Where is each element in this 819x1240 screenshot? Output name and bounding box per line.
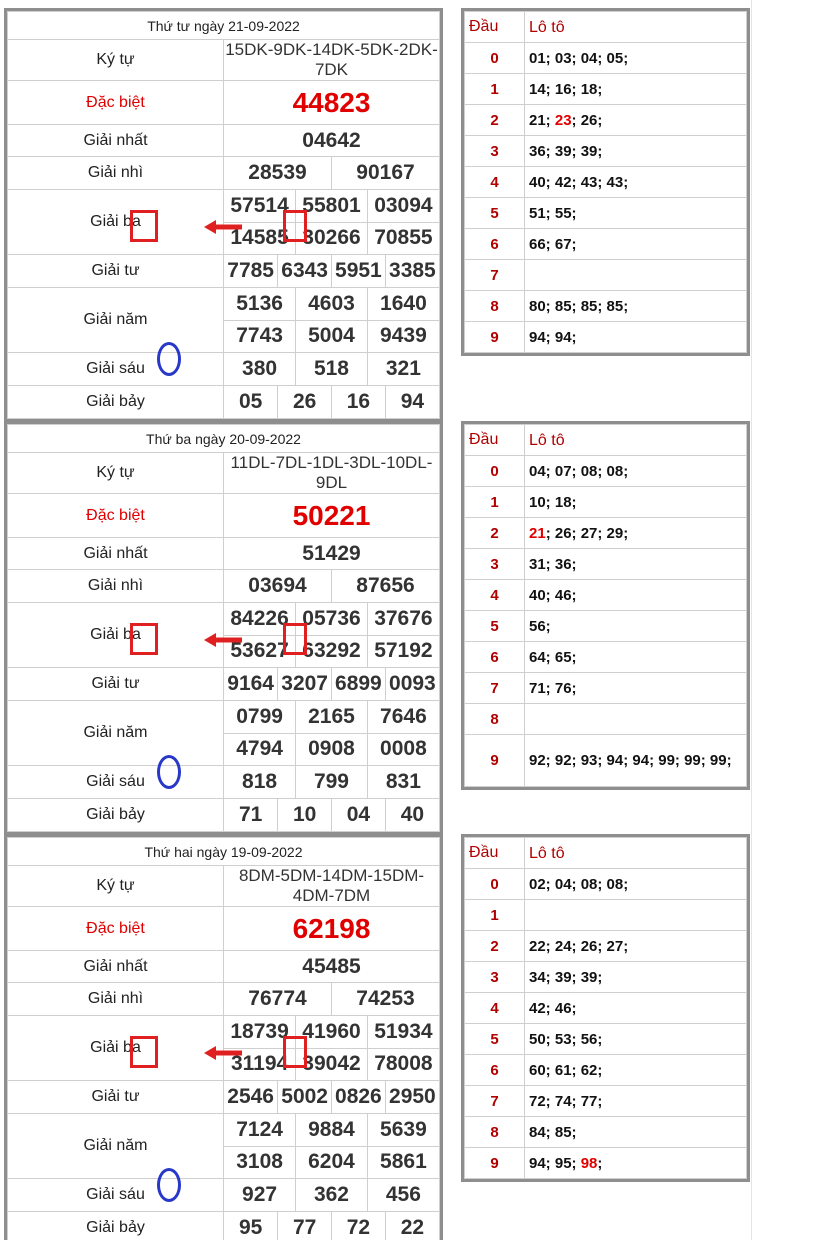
prize-number: 2546 — [227, 1085, 274, 1108]
loto-dau: 3 — [465, 549, 525, 580]
loto-values — [525, 931, 747, 962]
label-giai-sau: Giải sáu — [8, 1179, 224, 1212]
prize-number: 22 — [385, 1212, 439, 1240]
label-giai-bay: Giải bảy — [8, 1212, 224, 1240]
loto-values — [525, 704, 747, 735]
loto-values — [525, 74, 747, 105]
loto-header-loto: Lô tô — [525, 425, 747, 456]
loto-row — [465, 229, 747, 260]
loto-dau: 5 — [465, 198, 525, 229]
loto-dau: 1 — [465, 487, 525, 518]
prize-number: 78008 — [367, 1048, 439, 1080]
label-giai-nhat: Giải nhất — [8, 125, 224, 157]
prize-number: 2950 — [385, 1081, 439, 1113]
prize-number: 4603 — [296, 288, 368, 320]
loto-values — [525, 735, 747, 787]
loto-row — [465, 322, 747, 353]
label-giai-tu: Giải tư — [8, 1081, 224, 1114]
prize-number: 2165 — [296, 701, 368, 733]
prize-number: 14585 — [224, 222, 296, 254]
first-prize: 45485 — [224, 951, 440, 983]
loto-highlight: 21 — [529, 524, 546, 542]
fifth-prize — [224, 701, 440, 766]
loto-value: 72; 74; 77; — [529, 1092, 603, 1110]
label-giai-nhi: Giải nhì — [8, 570, 224, 603]
loto-dau: 7 — [465, 260, 525, 291]
prize-number: 5639 — [367, 1114, 439, 1146]
first-prize: 51429 — [224, 538, 440, 570]
prize-number: 927 — [242, 1183, 278, 1206]
loto-value: 14; 16; 18; — [529, 80, 603, 98]
prize-number: 16 — [332, 386, 386, 418]
loto-row — [465, 291, 747, 322]
loto-values — [525, 1055, 747, 1086]
prize-number: 3108 — [224, 1146, 296, 1178]
label-giai-nhat: Giải nhất — [8, 538, 224, 570]
prize-number: 380 — [242, 357, 278, 380]
loto-value: 40; 46; — [529, 586, 577, 604]
loto-dau: 4 — [465, 993, 525, 1024]
highlight-box — [283, 623, 307, 655]
prize-number: 87656 — [332, 570, 440, 602]
prize-number: 518 — [296, 353, 368, 385]
loto-header-loto: Lô tô — [525, 838, 747, 869]
loto-value: 34; 39; 39; — [529, 968, 603, 986]
loto-dau: 8 — [465, 1117, 525, 1148]
special-prize: 44823 — [224, 81, 440, 125]
second-prize — [224, 157, 440, 190]
loto-dau: 0 — [465, 456, 525, 487]
prize-number: 63292 — [296, 635, 368, 667]
prize-number: 94 — [385, 386, 439, 418]
loto-header-loto: Lô tô — [525, 12, 747, 43]
loto-dau: 0 — [465, 869, 525, 900]
loto-row — [465, 456, 747, 487]
loto-value: 01; 03; 04; 05; — [529, 49, 629, 67]
fourth-prize — [224, 1081, 440, 1114]
prize-number: 70855 — [367, 222, 439, 254]
prize-number: 3207 — [278, 668, 332, 700]
loto-row — [465, 580, 747, 611]
loto-value: ; — [597, 1154, 603, 1172]
loto-value: ; 26; 27; 29; — [545, 524, 629, 542]
prize-number: 03694 — [248, 574, 307, 597]
prize-number: 18739 — [230, 1019, 289, 1043]
first-prize: 04642 — [224, 125, 440, 157]
prize-number: 321 — [367, 353, 439, 385]
loto-row — [465, 993, 747, 1024]
draw-code: 15DK-9DK-14DK-5DK-2DK-7DK — [225, 40, 438, 79]
loto-dau: 0 — [465, 43, 525, 74]
label-ky-tu: Ký tự — [8, 866, 224, 907]
loto-header-dau: Đầu — [465, 12, 525, 43]
label-giai-nam: Giải năm — [8, 288, 224, 353]
loto-value: 64; 65; — [529, 648, 577, 666]
loto-dau: 1 — [465, 900, 525, 931]
prize-number: 26 — [278, 386, 332, 418]
prize-number: 04 — [332, 799, 386, 831]
second-prize — [224, 983, 440, 1016]
prize-number: 831 — [367, 766, 439, 798]
sixth-prize — [224, 1179, 440, 1212]
prize-number: 5002 — [278, 1081, 332, 1113]
loto-row — [465, 136, 747, 167]
loto-values — [525, 1024, 747, 1055]
label-giai-nhi: Giải nhì — [8, 983, 224, 1016]
prize-number: 6343 — [278, 255, 332, 287]
loto-value: 04; 07; 08; 08; — [529, 462, 629, 480]
prize-number: 5861 — [367, 1146, 439, 1178]
loto-value: 51; 55; — [529, 204, 577, 222]
arrow-left-icon — [202, 630, 244, 650]
draw-date: Thứ hai ngày 19-09-2022 — [8, 838, 440, 866]
loto-dau: 6 — [465, 229, 525, 260]
prize-number: 05 — [238, 390, 263, 413]
draw-code: 11DL-7DL-1DL-3DL-10DL-9DL — [224, 453, 440, 494]
prize-number: 53627 — [224, 635, 296, 667]
special-prize: 62198 — [224, 907, 440, 951]
loto-table — [461, 834, 750, 1182]
seventh-prize — [224, 386, 440, 419]
loto-highlight: 23 — [554, 111, 572, 129]
loto-row — [465, 900, 747, 931]
results-table — [4, 834, 443, 1240]
special-prize: 50221 — [224, 494, 440, 538]
label-giai-nhat: Giải nhất — [8, 951, 224, 983]
loto-table — [461, 8, 750, 356]
label-giai-tu: Giải tư — [8, 668, 224, 701]
loto-value: 60; 61; 62; — [529, 1061, 603, 1079]
highlight-box — [130, 1036, 158, 1068]
loto-value: 71; 76; — [529, 679, 577, 697]
highlight-box — [283, 210, 307, 242]
loto-row — [465, 869, 747, 900]
loto-row — [465, 260, 747, 291]
loto-values — [525, 518, 747, 549]
prize-number: 5004 — [296, 320, 368, 352]
loto-header-dau: Đầu — [465, 838, 525, 869]
loto-value: 22; 24; 26; 27; — [529, 937, 629, 955]
arrow-left-icon — [202, 217, 244, 237]
prize-number: 95 — [238, 1216, 263, 1239]
prize-number: 9439 — [367, 320, 439, 352]
prize-number: 31194 — [224, 1048, 296, 1080]
prize-number: 41960 — [296, 1016, 368, 1048]
loto-value: 84; 85; — [529, 1123, 577, 1141]
loto-values — [525, 869, 747, 900]
loto-dau: 7 — [465, 1086, 525, 1117]
loto-values — [525, 962, 747, 993]
label-giai-ba: Giải ba — [8, 603, 224, 668]
loto-dau: 6 — [465, 642, 525, 673]
prize-number: 37676 — [367, 603, 439, 635]
loto-values — [525, 105, 747, 136]
loto-dau: 2 — [465, 931, 525, 962]
loto-values — [525, 487, 747, 518]
loto-value: 50; 53; 56; — [529, 1030, 603, 1048]
third-prize — [224, 1016, 440, 1081]
loto-row — [465, 931, 747, 962]
prize-number: 362 — [296, 1179, 368, 1211]
loto-row — [465, 735, 747, 787]
loto-dau: 9 — [465, 322, 525, 353]
prize-number: 7646 — [367, 701, 439, 733]
results-table — [4, 421, 443, 835]
loto-row — [465, 962, 747, 993]
label-giai-sau: Giải sáu — [8, 353, 224, 386]
loto-value: 42; 46; — [529, 999, 577, 1017]
loto-dau: 4 — [465, 167, 525, 198]
third-prize — [224, 603, 440, 668]
label-dac-biet: Đặc biệt — [8, 907, 224, 951]
loto-row — [465, 198, 747, 229]
loto-value: 66; 67; — [529, 235, 577, 253]
loto-row — [465, 167, 747, 198]
prize-number: 05736 — [296, 603, 368, 635]
prize-number: 0093 — [385, 668, 439, 700]
loto-dau: 3 — [465, 136, 525, 167]
prize-number: 03094 — [367, 190, 439, 222]
loto-highlight: 98 — [580, 1154, 598, 1172]
loto-dau: 9 — [465, 1148, 525, 1179]
prize-number: 90167 — [332, 157, 440, 189]
loto-table — [461, 421, 750, 790]
prize-number: 30266 — [296, 222, 368, 254]
prize-number: 0908 — [296, 733, 368, 765]
loto-values — [525, 1117, 747, 1148]
loto-row — [465, 611, 747, 642]
loto-value: 92; 92; 93; 94; 94; 99; 99; 99; — [529, 752, 732, 769]
prize-number: 7124 — [236, 1117, 283, 1141]
prize-number: 9884 — [296, 1114, 368, 1146]
prize-number: 818 — [242, 770, 278, 793]
loto-row — [465, 74, 747, 105]
fourth-prize — [224, 255, 440, 288]
label-ky-tu: Ký tự — [8, 453, 224, 494]
loto-value: 56; — [529, 617, 551, 635]
loto-row — [465, 673, 747, 704]
loto-value: 80; 85; 85; 85; — [529, 297, 629, 315]
second-prize — [224, 570, 440, 603]
loto-dau: 8 — [465, 291, 525, 322]
loto-values — [525, 673, 747, 704]
loto-row — [465, 704, 747, 735]
loto-value: 94; 94; — [529, 328, 577, 346]
loto-row — [465, 1148, 747, 1179]
loto-values — [525, 198, 747, 229]
loto-row — [465, 1117, 747, 1148]
highlight-box — [130, 623, 158, 655]
loto-value: 10; 18; — [529, 493, 577, 511]
loto-values — [525, 1086, 747, 1117]
highlight-circle — [157, 342, 181, 376]
loto-values — [525, 900, 747, 931]
prize-number: 0799 — [236, 704, 283, 728]
seventh-prize — [224, 1212, 440, 1240]
label-dac-biet: Đặc biệt — [8, 494, 224, 538]
loto-dau: 4 — [465, 580, 525, 611]
loto-value: 94; 95; — [529, 1154, 581, 1172]
loto-value: ; 26; — [571, 111, 603, 129]
loto-values — [525, 260, 747, 291]
loto-row — [465, 518, 747, 549]
label-dac-biet: Đặc biệt — [8, 81, 224, 125]
highlight-circle — [157, 1168, 181, 1202]
loto-dau: 3 — [465, 962, 525, 993]
fifth-prize — [224, 288, 440, 353]
draw-date: Thứ ba ngày 20-09-2022 — [8, 425, 440, 453]
label-giai-ba: Giải ba — [8, 1016, 224, 1081]
prize-number: 5136 — [236, 291, 283, 315]
loto-dau: 7 — [465, 673, 525, 704]
prize-number: 3385 — [385, 255, 439, 287]
loto-row — [465, 1086, 747, 1117]
loto-values — [525, 1148, 747, 1179]
prize-number: 456 — [367, 1179, 439, 1211]
prize-number: 72 — [332, 1212, 386, 1240]
fifth-prize — [224, 1114, 440, 1179]
loto-row — [465, 1024, 747, 1055]
prize-number: 39042 — [296, 1048, 368, 1080]
loto-values — [525, 167, 747, 198]
prize-number: 6204 — [296, 1146, 368, 1178]
page-divider — [751, 0, 752, 1240]
prize-number: 799 — [296, 766, 368, 798]
loto-values — [525, 291, 747, 322]
prize-number: 51934 — [367, 1016, 439, 1048]
loto-dau: 2 — [465, 518, 525, 549]
prize-number: 1640 — [367, 288, 439, 320]
prize-number: 40 — [385, 799, 439, 831]
loto-dau: 1 — [465, 74, 525, 105]
fourth-prize — [224, 668, 440, 701]
loto-values — [525, 136, 747, 167]
prize-number: 57514 — [230, 193, 289, 217]
prize-number: 0008 — [367, 733, 439, 765]
prize-number: 0826 — [332, 1081, 386, 1113]
loto-values — [525, 611, 747, 642]
prize-number: 9164 — [227, 672, 274, 695]
prize-number: 6899 — [332, 668, 386, 700]
loto-dau: 9 — [465, 735, 525, 787]
prize-number: 76774 — [248, 987, 307, 1010]
prize-number: 4794 — [224, 733, 296, 765]
loto-value: 36; 39; 39; — [529, 142, 603, 160]
draw-date: Thứ tư ngày 21-09-2022 — [8, 12, 440, 40]
highlight-box — [283, 1036, 307, 1068]
loto-row — [465, 487, 747, 518]
loto-row — [465, 1055, 747, 1086]
label-giai-sau: Giải sáu — [8, 766, 224, 799]
loto-values — [525, 43, 747, 74]
loto-row — [465, 642, 747, 673]
loto-values — [525, 642, 747, 673]
highlight-circle — [157, 755, 181, 789]
prize-number: 55801 — [296, 190, 368, 222]
prize-number: 10 — [278, 799, 332, 831]
prize-number: 84226 — [230, 606, 289, 630]
loto-dau: 5 — [465, 1024, 525, 1055]
label-giai-nam: Giải năm — [8, 1114, 224, 1179]
highlight-box — [130, 210, 158, 242]
loto-dau: 6 — [465, 1055, 525, 1086]
draw-code: 8DM-5DM-14DM-15DM-4DM-7DM — [224, 866, 440, 907]
loto-values — [525, 456, 747, 487]
loto-value: 21; — [529, 111, 555, 129]
seventh-prize — [224, 799, 440, 832]
loto-dau: 5 — [465, 611, 525, 642]
label-giai-ba: Giải ba — [8, 190, 224, 255]
loto-value: 31; 36; — [529, 555, 577, 573]
prize-number: 7785 — [227, 259, 274, 282]
loto-row — [465, 43, 747, 74]
loto-header-dau: Đầu — [465, 425, 525, 456]
loto-row — [465, 105, 747, 136]
sixth-prize — [224, 766, 440, 799]
results-table — [4, 8, 443, 422]
loto-values — [525, 993, 747, 1024]
loto-values — [525, 549, 747, 580]
prize-number: 57192 — [367, 635, 439, 667]
loto-value: 02; 04; 08; 08; — [529, 875, 629, 893]
label-giai-tu: Giải tư — [8, 255, 224, 288]
loto-value: 40; 42; 43; 43; — [529, 173, 629, 191]
loto-row — [465, 549, 747, 580]
third-prize — [224, 190, 440, 255]
label-giai-bay: Giải bảy — [8, 799, 224, 832]
loto-values — [525, 229, 747, 260]
sixth-prize — [224, 353, 440, 386]
prize-number: 77 — [278, 1212, 332, 1240]
arrow-left-icon — [202, 1043, 244, 1063]
prize-number: 7743 — [224, 320, 296, 352]
loto-values — [525, 580, 747, 611]
label-ky-tu: Ký tự — [8, 40, 224, 81]
prize-number: 74253 — [332, 983, 440, 1015]
label-giai-nhi: Giải nhì — [8, 157, 224, 190]
label-giai-nam: Giải năm — [8, 701, 224, 766]
label-giai-bay: Giải bảy — [8, 386, 224, 419]
prize-number: 71 — [238, 803, 263, 826]
prize-number: 28539 — [248, 161, 307, 184]
loto-values — [525, 322, 747, 353]
loto-dau: 8 — [465, 704, 525, 735]
loto-dau: 2 — [465, 105, 525, 136]
prize-number: 5951 — [332, 255, 386, 287]
